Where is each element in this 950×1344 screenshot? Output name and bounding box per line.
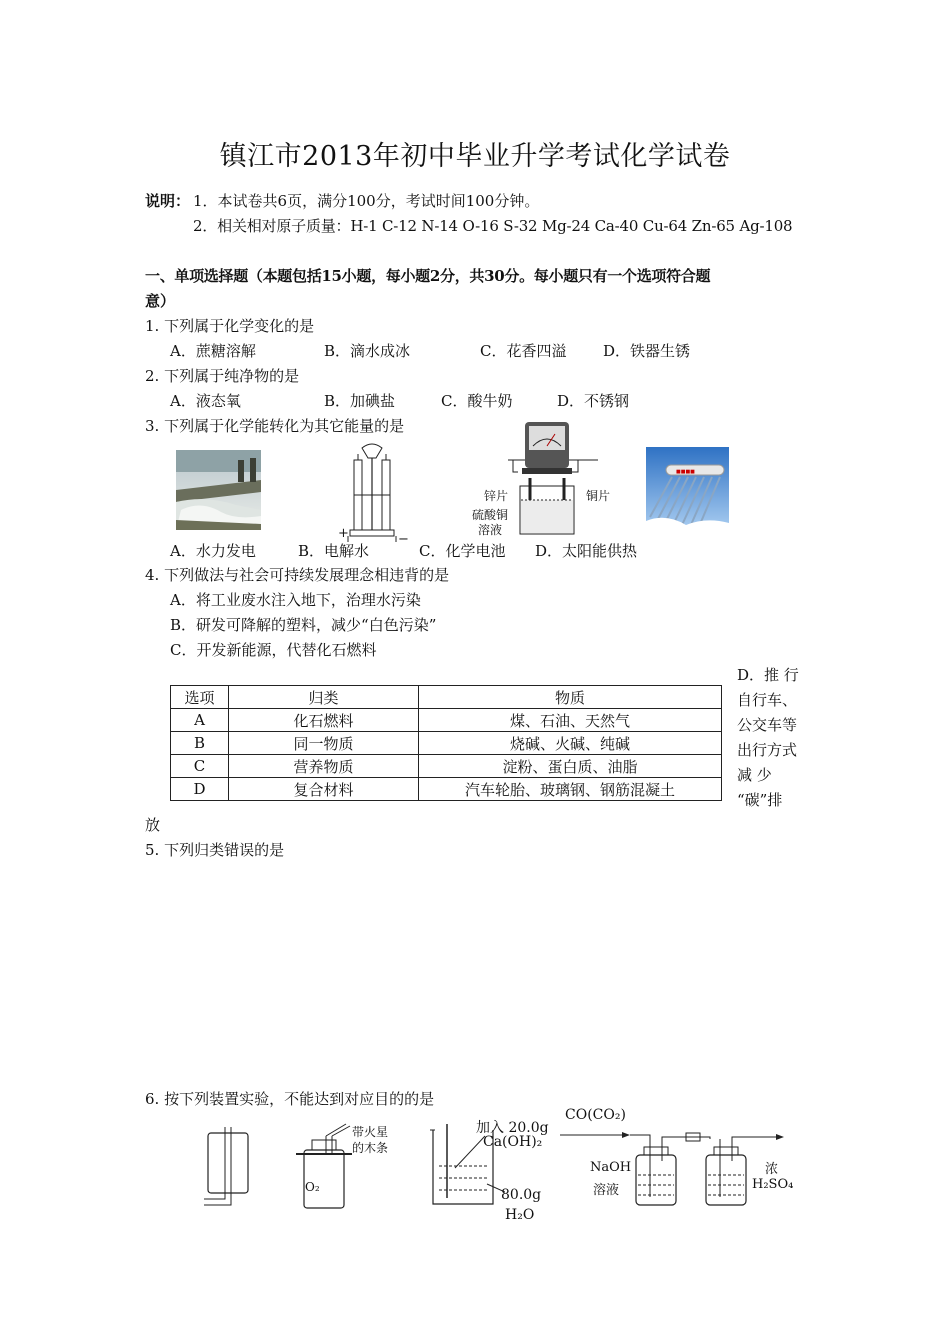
q4-option-d-tail: 放 bbox=[145, 816, 161, 834]
q4-option-d-line-3: 公交车等 bbox=[737, 716, 798, 734]
q2-stem: 2. 下列属于纯净物的是 bbox=[145, 367, 300, 385]
q1-stem: 1. 下列属于化学变化的是 bbox=[145, 317, 315, 335]
table-cell: B bbox=[171, 732, 229, 755]
water-label-2: H₂O bbox=[505, 1207, 535, 1223]
q2-option-c: C．酸牛奶 bbox=[441, 392, 513, 410]
q3-option-a: A．水力发电 bbox=[170, 542, 256, 560]
table-cell: A bbox=[171, 709, 229, 732]
table-cell: D bbox=[171, 778, 229, 801]
add-solute-label-2: Ca(OH)₂ bbox=[483, 1134, 543, 1150]
q3-option-d: D．太阳能供热 bbox=[535, 542, 638, 560]
oxygen-label: O₂ bbox=[305, 1180, 320, 1194]
table-cell: 营养物质 bbox=[229, 755, 419, 778]
svg-text:■■■■: ■■■■ bbox=[676, 469, 695, 475]
battery-copper-label: 铜片 bbox=[586, 489, 611, 503]
q3-option-b: B．电解水 bbox=[298, 542, 370, 560]
section-heading-cont: 意） bbox=[145, 292, 176, 310]
q4-option-c: C．开发新能源，代替化石燃料 bbox=[170, 641, 377, 659]
section-heading: 一、单项选择题（本题包括15小题，每小题2分，共30分。每小题只有一个选项符合题 bbox=[145, 267, 711, 285]
table-header-cell: 选项 bbox=[171, 686, 229, 709]
q4-option-d-line-6: “碳”排 bbox=[737, 791, 783, 809]
q4-option-d-line-5: 减 少 bbox=[737, 766, 772, 784]
chemical-battery-diagram bbox=[508, 420, 611, 542]
notes-line-1: 1．本试卷共6页，满分100分，考试时间100分钟。 bbox=[193, 192, 540, 210]
q1-option-b: B．滴水成冰 bbox=[324, 342, 411, 360]
q4-option-d-line-4: 出行方式 bbox=[737, 741, 798, 759]
q3-stem: 3. 下列属于化学能转化为其它能量的是 bbox=[145, 417, 405, 435]
q4-option-b: B．研发可降解的塑料，减少“白色污染” bbox=[170, 616, 437, 634]
add-solute-label-1: 加入 20.0g bbox=[476, 1120, 549, 1136]
naoh-label-1: NaOH bbox=[590, 1160, 632, 1175]
solar-heater-photo bbox=[646, 447, 729, 530]
q1-option-a: A．蔗糖溶解 bbox=[170, 342, 256, 360]
table-header-row bbox=[171, 686, 722, 709]
acid-label-2: H₂SO₄ bbox=[752, 1177, 794, 1192]
hydropower-photo bbox=[176, 450, 261, 530]
electrolysis-apparatus bbox=[340, 440, 405, 545]
splint-label-1: 带火星 bbox=[352, 1125, 389, 1139]
q2-option-a: A．液态氧 bbox=[170, 392, 241, 410]
battery-zinc-label: 锌片 bbox=[484, 489, 509, 503]
q4-option-d-line-1: D．推 行 bbox=[737, 666, 799, 684]
electrolysis-plus: + bbox=[338, 526, 349, 541]
battery-solution-label-2: 溶液 bbox=[478, 523, 503, 537]
page-title: 镇江市2013年初中毕业升学考试化学试卷 bbox=[219, 141, 731, 172]
q3-option-c: C．化学电池 bbox=[419, 542, 506, 560]
table-header-cell: 物质 bbox=[419, 686, 722, 709]
table-cell: 煤、石油、天然气 bbox=[419, 709, 722, 732]
q5-stem: 5. 下列归类错误的是 bbox=[145, 841, 285, 859]
table-cell: 汽车轮胎、玻璃钢、钢筋混凝土 bbox=[419, 778, 722, 801]
battery-solution-label: 硫酸铜 bbox=[472, 508, 509, 522]
q2-option-b: B．加碘盐 bbox=[324, 392, 396, 410]
apparatus-oxygen-test bbox=[290, 1118, 360, 1213]
table-row bbox=[171, 755, 722, 778]
q2-option-d: D．不锈钢 bbox=[557, 392, 630, 410]
q4-option-d-line-2: 自行车、 bbox=[737, 691, 798, 709]
table-cell: 烧碱、火碱、纯碱 bbox=[419, 732, 722, 755]
q6-stem: 6. 按下列装置实验，不能达到对应目的的是 bbox=[145, 1090, 435, 1108]
notes-label: 说明： bbox=[145, 192, 191, 210]
q1-option-d: D．铁器生锈 bbox=[603, 342, 691, 360]
water-label-1: 80.0g bbox=[501, 1187, 542, 1203]
classification-table bbox=[170, 685, 722, 801]
q4-stem: 4. 下列做法与社会可持续发展理念相违背的是 bbox=[145, 566, 450, 584]
q4-option-a: A．将工业废水注入地下，治理水污染 bbox=[170, 591, 421, 609]
table-header-cell: 归类 bbox=[229, 686, 419, 709]
gas-label: CO(CO₂) bbox=[565, 1107, 626, 1123]
table-cell: 淀粉、蛋白质、油脂 bbox=[419, 755, 722, 778]
table-cell: 同一物质 bbox=[229, 732, 419, 755]
table-cell: 化石燃料 bbox=[229, 709, 419, 732]
table-cell: 复合材料 bbox=[229, 778, 419, 801]
notes-line-2: 2．相关相对原子质量：H-1 C-12 N-14 O-16 S-32 Mg-24 Ca-40 Cu-64 Zn-65 Ag-108 bbox=[193, 217, 793, 235]
table-cell: C bbox=[171, 755, 229, 778]
acid-label-1: 浓 bbox=[765, 1162, 779, 1177]
table-row bbox=[171, 732, 722, 755]
q1-option-c: C．花香四溢 bbox=[480, 342, 567, 360]
naoh-label-2: 溶液 bbox=[593, 1183, 620, 1198]
electrolysis-minus: − bbox=[398, 532, 409, 547]
table-row bbox=[171, 778, 722, 801]
table-row bbox=[171, 709, 722, 732]
splint-label-2: 的木条 bbox=[352, 1141, 389, 1155]
apparatus-airtight-check bbox=[200, 1125, 260, 1210]
